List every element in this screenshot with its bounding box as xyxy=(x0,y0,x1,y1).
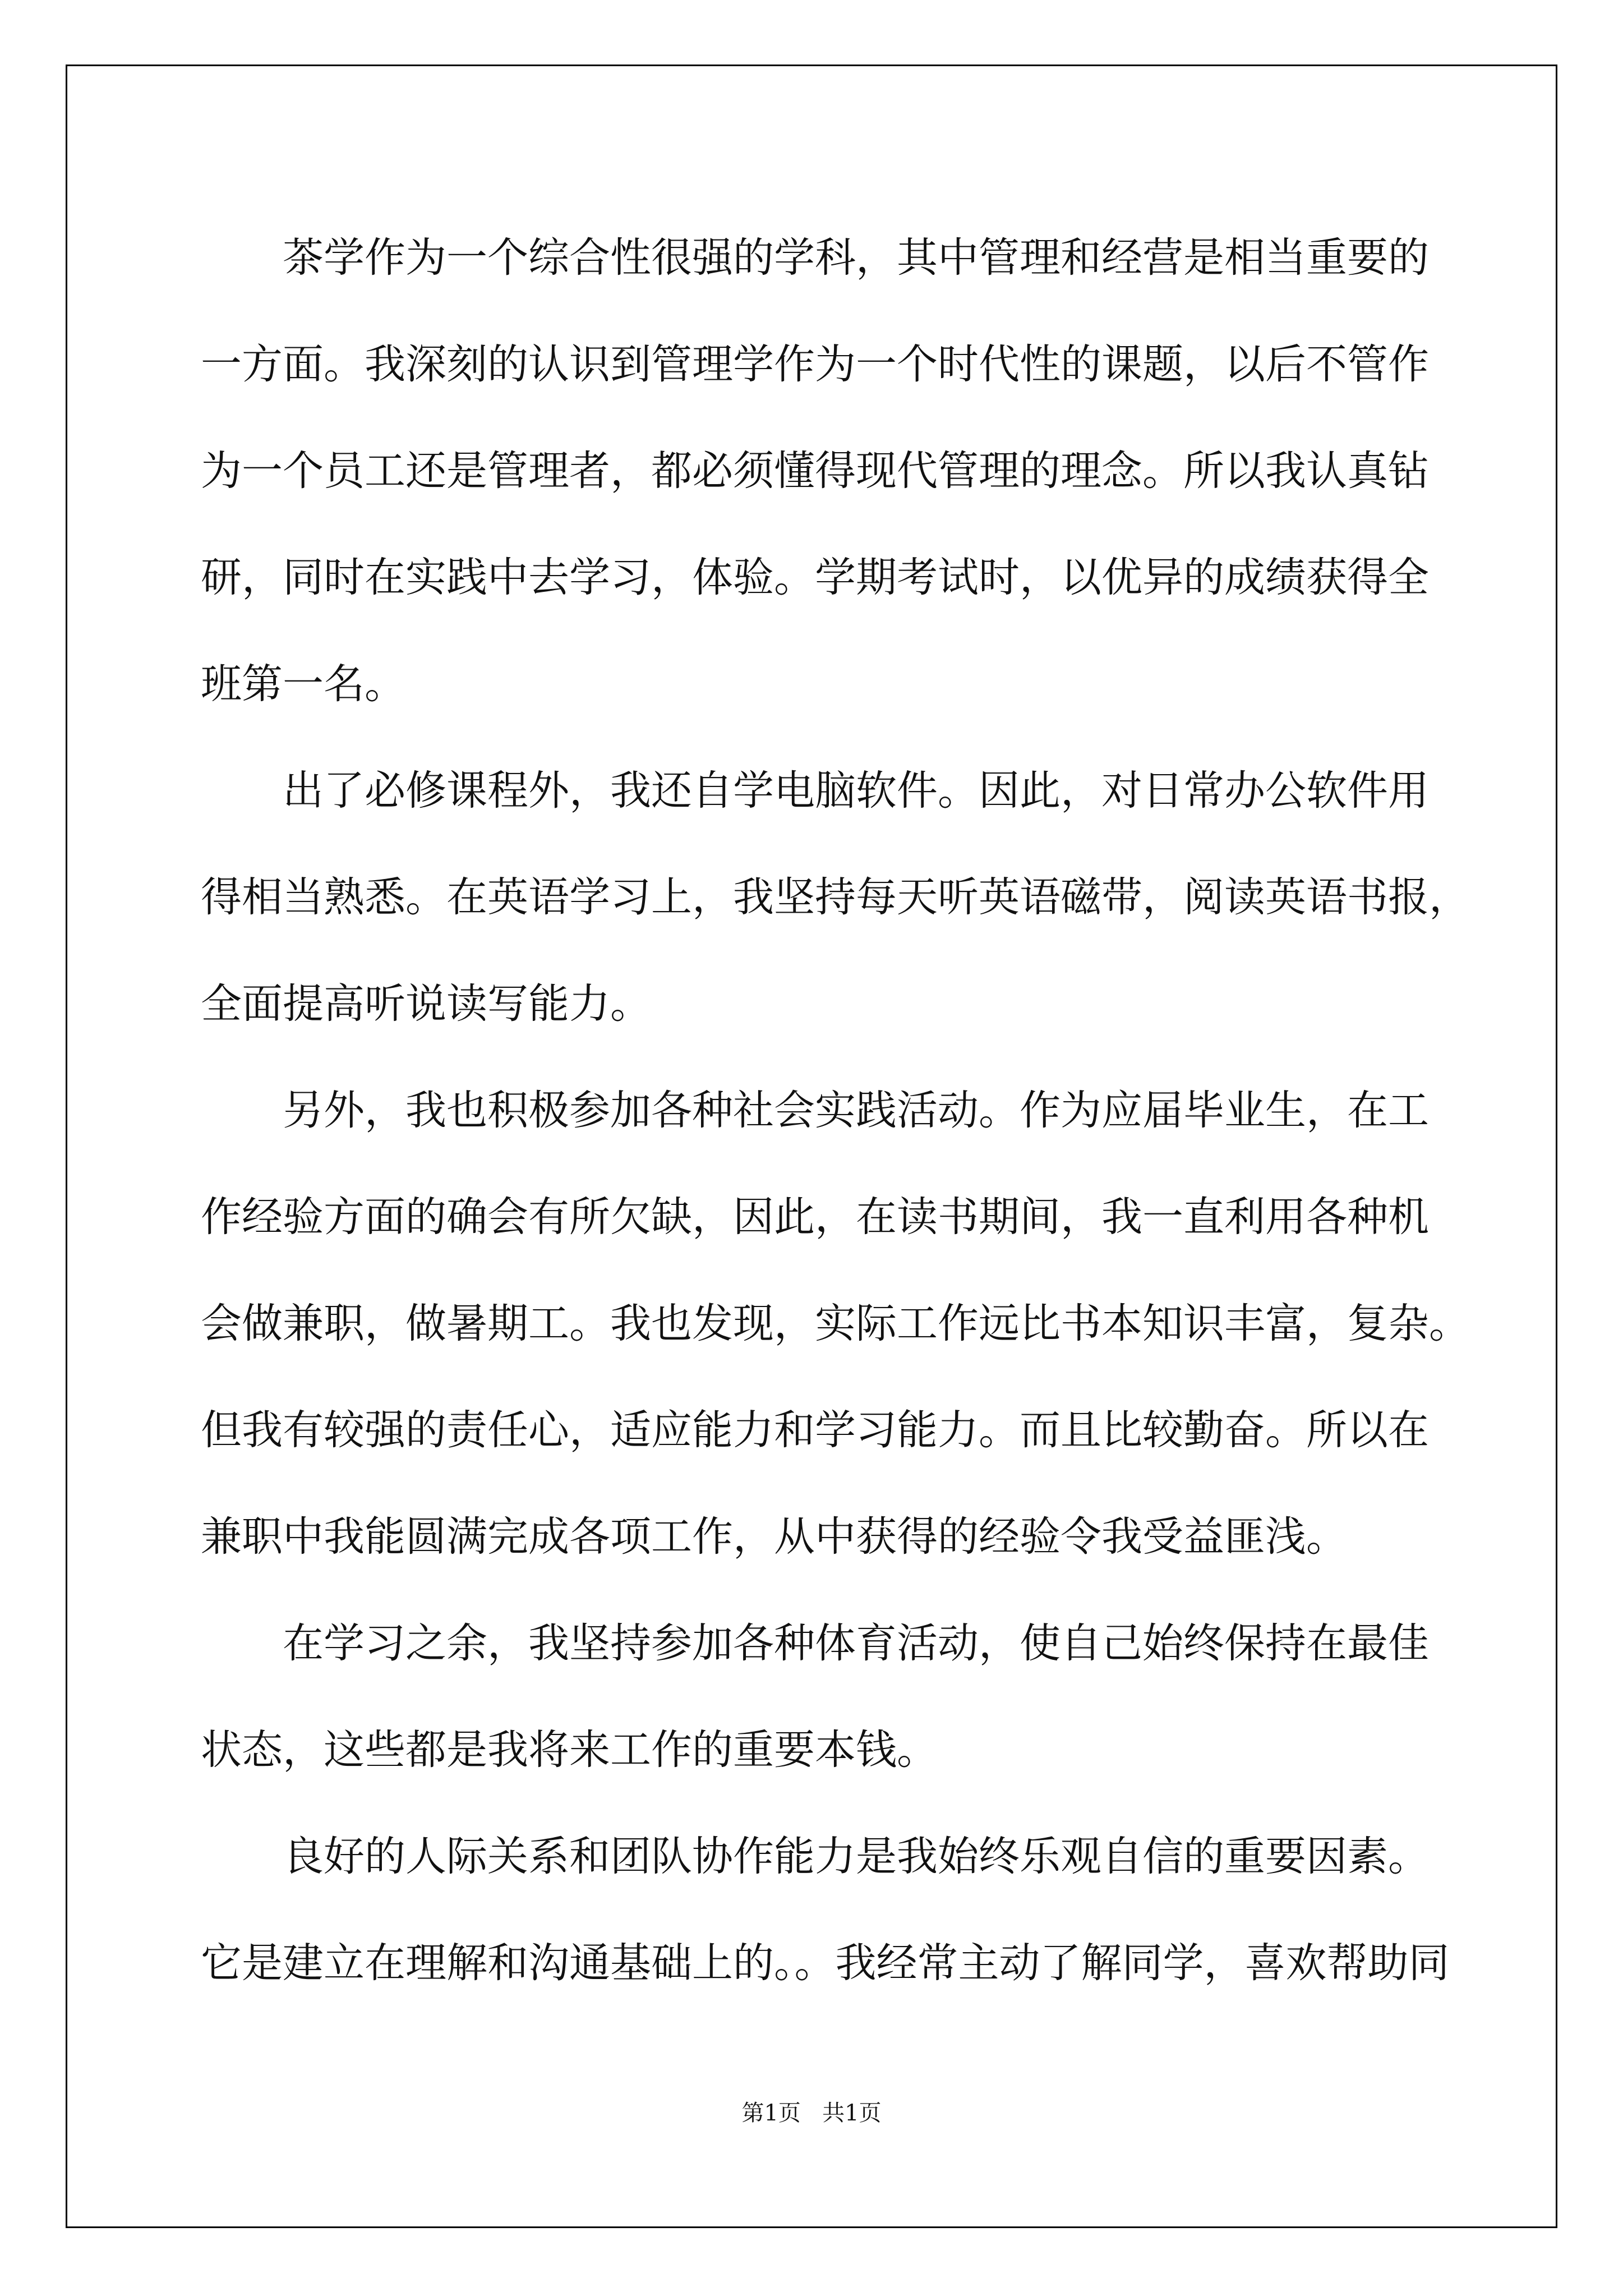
text-line: 状态，这些都是我将来工作的重要本钱。 xyxy=(201,1726,938,1774)
text-line: 研，同时在实践中去学习，体验。学期考试时，以优异的成绩获得全 xyxy=(201,554,1429,601)
text-line: 会做兼职，做暑期工。我也发现，实际工作远比书本知识丰富，复杂。 xyxy=(201,1300,1470,1347)
text-line: 另外，我也积极参加各种社会实践活动。作为应届毕业生，在工 xyxy=(283,1087,1429,1134)
text-line: 班第一名。 xyxy=(201,660,405,708)
text-line: 出了必修课程外，我还自学电脑软件。因此，对日常办公软件用 xyxy=(283,767,1429,815)
text-line: 全面提高听说读写能力。 xyxy=(201,980,651,1028)
page-number: 第1页 xyxy=(741,2100,801,2126)
page-footer xyxy=(0,2095,1623,2127)
text-line: 兼职中我能圆满完成各项工作，从中获得的经验令我受益匪浅。 xyxy=(201,1513,1347,1561)
text-line: 作经验方面的确会有所欠缺，因此，在读书期间，我一直利用各种机 xyxy=(201,1193,1429,1241)
text-line: 良好的人际关系和团队协作能力是我始终乐观自信的重要因素。 xyxy=(283,1833,1429,1880)
text-line: 为一个员工还是管理者，都必须懂得现代管理的理念。所以我认真钻 xyxy=(201,447,1429,495)
text-line: 在学习之余，我坚持参加各种体育活动，使自己始终保持在最佳 xyxy=(283,1619,1429,1667)
document-body xyxy=(201,205,1470,2017)
text-line: 它是建立在理解和沟通基础上的。。我经常主动了解同学，喜欢帮助同 xyxy=(201,1939,1450,1987)
text-line: 得相当熟悉。在英语学习上，我坚持每天听英语磁带，阅读英语书报， xyxy=(201,873,1470,921)
text-line: 但我有较强的责任心，适应能力和学习能力。而且比较勤奋。所以在 xyxy=(201,1406,1429,1454)
text-line: 一方面。我深刻的认识到管理学作为一个时代性的课题，以后不管作 xyxy=(201,341,1429,388)
page-total: 共1页 xyxy=(822,2100,882,2126)
text-line: 茶学作为一个综合性很强的学科，其中管理和经营是相当重要的 xyxy=(283,234,1429,282)
